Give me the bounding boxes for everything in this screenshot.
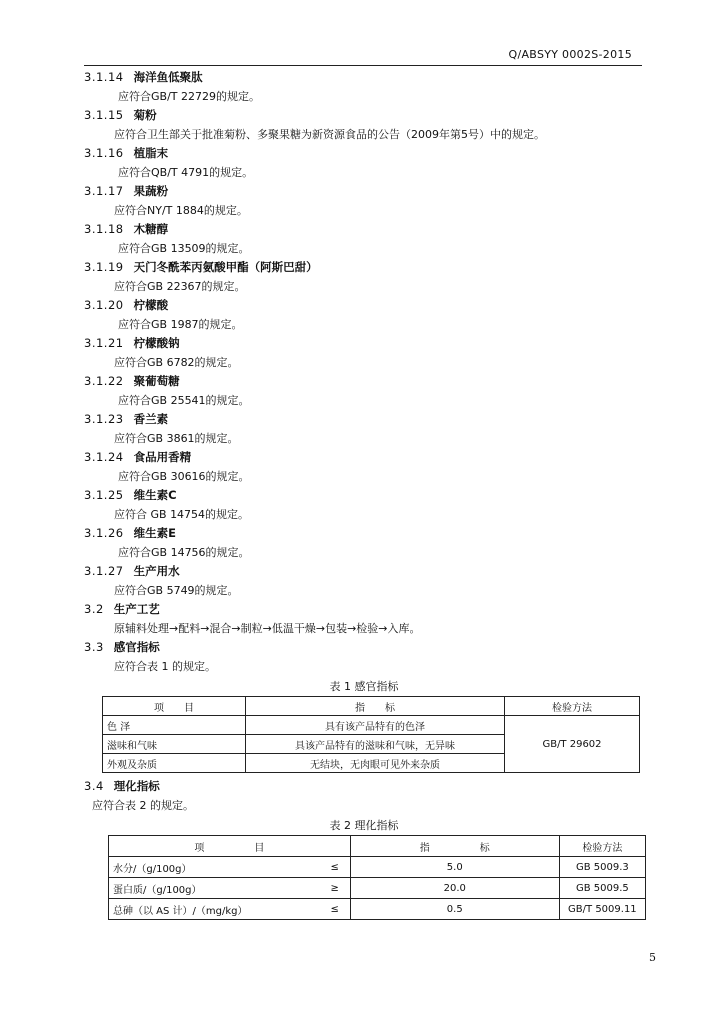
section-number: 3.1.19 bbox=[84, 260, 124, 274]
section-title: 植脂末 bbox=[133, 146, 169, 160]
section-heading bbox=[84, 144, 644, 163]
section-title: 菊粉 bbox=[133, 108, 157, 122]
value-cell: 5.0 bbox=[350, 857, 559, 878]
table-header-row bbox=[109, 836, 646, 857]
section-heading bbox=[84, 524, 644, 543]
method-cell: GB/T 5009.11 bbox=[559, 899, 645, 920]
section-title: 果蔬粉 bbox=[133, 184, 169, 198]
section-heading bbox=[84, 448, 644, 467]
sensory-table bbox=[102, 696, 640, 773]
section-number: 3.1.25 bbox=[84, 488, 124, 502]
requirement-text: 应符合GB 3861的规定。 bbox=[114, 432, 239, 445]
section-number: 3.4 bbox=[84, 779, 104, 793]
section-number: 3.2 bbox=[84, 602, 104, 616]
requirement-text: 应符合GB 14756的规定。 bbox=[118, 546, 250, 559]
header-rule bbox=[84, 65, 642, 66]
section-number: 3.1.15 bbox=[84, 108, 124, 122]
operator-cell: ≥ bbox=[320, 878, 351, 899]
section-number: 3.1.18 bbox=[84, 222, 124, 236]
section-heading bbox=[84, 220, 644, 239]
section-number: 3.1.26 bbox=[84, 526, 124, 540]
item-cell: 蛋白质/（g/100g） bbox=[109, 878, 320, 899]
table-row bbox=[103, 716, 640, 735]
column-header: 项 目 bbox=[109, 836, 351, 857]
section-heading bbox=[84, 106, 644, 125]
section-heading bbox=[84, 486, 644, 505]
section-title: 食品用香精 bbox=[133, 450, 192, 464]
process-flow-text: 原辅料处理→配料→混合→制粒→低温干燥→包装→检验→入库。 bbox=[114, 622, 421, 635]
method-cell: GB 5009.5 bbox=[559, 878, 645, 899]
table-caption: 表 2 理化指标 bbox=[329, 819, 399, 832]
requirement-text: 应符合 GB 14754的规定。 bbox=[114, 508, 250, 521]
section-title: 感官指标 bbox=[113, 640, 160, 654]
section-number: 3.1.20 bbox=[84, 298, 124, 312]
section-title: 柠檬酸钠 bbox=[133, 336, 180, 350]
section-title: 生产工艺 bbox=[113, 602, 160, 616]
requirement-text: 应符合GB 30616的规定。 bbox=[118, 470, 250, 483]
table-row bbox=[109, 899, 646, 920]
section-heading bbox=[84, 182, 644, 201]
physicochemical-table bbox=[108, 835, 646, 920]
section-number: 3.1.22 bbox=[84, 374, 124, 388]
operator-cell: ≤ bbox=[320, 899, 351, 920]
page-number: 5 bbox=[649, 951, 656, 964]
section-number: 3.1.27 bbox=[84, 564, 124, 578]
section-title: 维生素C bbox=[133, 488, 177, 502]
section-heading bbox=[84, 410, 644, 429]
section-heading bbox=[84, 296, 644, 315]
section-title: 木糖醇 bbox=[133, 222, 169, 236]
section-text: 应符合表 2 的规定。 bbox=[92, 799, 194, 812]
section-heading bbox=[84, 372, 644, 391]
spec-cell: 具有该产品特有的色泽 bbox=[246, 716, 505, 735]
table-row bbox=[109, 857, 646, 878]
column-header: 项 目 bbox=[103, 697, 246, 716]
section-title: 柠檬酸 bbox=[133, 298, 169, 312]
table-header-row bbox=[103, 697, 640, 716]
requirement-text: 应符合GB 13509的规定。 bbox=[118, 242, 250, 255]
section-number: 3.1.14 bbox=[84, 70, 124, 84]
section-heading bbox=[84, 258, 644, 277]
requirement-text: 应符合GB 6782的规定。 bbox=[114, 356, 239, 369]
requirement-text: 应符合GB 22367的规定。 bbox=[114, 280, 246, 293]
method-cell: GB/T 29602 bbox=[505, 716, 640, 773]
ingredient-requirements bbox=[84, 68, 644, 600]
section-number: 3.1.21 bbox=[84, 336, 124, 350]
requirement-text: 应符合GB 1987的规定。 bbox=[118, 318, 243, 331]
section-title: 海洋鱼低聚肽 bbox=[133, 70, 203, 84]
column-header: 指 标 bbox=[246, 697, 505, 716]
item-cell: 滋味和气味 bbox=[103, 735, 246, 754]
section-title: 理化指标 bbox=[113, 779, 160, 793]
operator-cell: ≤ bbox=[320, 857, 351, 878]
requirement-text: 应符合GB 25541的规定。 bbox=[118, 394, 250, 407]
section-number: 3.1.16 bbox=[84, 146, 124, 160]
section-number: 3.1.23 bbox=[84, 412, 124, 426]
section-number: 3.1.17 bbox=[84, 184, 124, 198]
item-cell: 总砷（以 AS 计）/（mg/kg） bbox=[109, 899, 320, 920]
section-heading bbox=[84, 777, 644, 796]
table-caption: 表 1 感官指标 bbox=[329, 680, 399, 693]
section-title: 生产用水 bbox=[133, 564, 180, 578]
requirement-text: 应符合GB 5749的规定。 bbox=[114, 584, 239, 597]
section-heading bbox=[84, 562, 644, 581]
section-title: 维生素E bbox=[133, 526, 176, 540]
section-number: 3.1.24 bbox=[84, 450, 124, 464]
column-header: 检验方法 bbox=[505, 697, 640, 716]
method-cell: GB 5009.3 bbox=[559, 857, 645, 878]
requirement-text: 应符合卫生部关于批准菊粉、多聚果糖为新资源食品的公告（2009年第5号）中的规定。 bbox=[114, 128, 545, 141]
column-header: 检验方法 bbox=[559, 836, 645, 857]
table-row bbox=[109, 878, 646, 899]
item-cell: 水分/（g/100g） bbox=[109, 857, 320, 878]
document-body bbox=[84, 68, 644, 920]
spec-cell: 具该产品特有的滋味和气味，无异味 bbox=[246, 735, 505, 754]
value-cell: 20.0 bbox=[350, 878, 559, 899]
value-cell: 0.5 bbox=[350, 899, 559, 920]
column-header: 指 标 bbox=[350, 836, 559, 857]
spec-cell: 无结块，无肉眼可见外来杂质 bbox=[246, 754, 505, 773]
section-heading bbox=[84, 600, 644, 619]
section-heading bbox=[84, 638, 644, 657]
section-heading bbox=[84, 68, 644, 87]
section-number: 3.3 bbox=[84, 640, 104, 654]
section-text: 应符合表 1 的规定。 bbox=[114, 660, 216, 673]
requirement-text: 应符合GB/T 22729的规定。 bbox=[118, 90, 260, 103]
item-cell: 外观及杂质 bbox=[103, 754, 246, 773]
requirement-text: 应符合NY/T 1884的规定。 bbox=[114, 204, 248, 217]
item-cell: 色 泽 bbox=[103, 716, 246, 735]
section-title: 聚葡萄糖 bbox=[133, 374, 180, 388]
requirement-text: 应符合QB/T 4791的规定。 bbox=[118, 166, 254, 179]
document-code: Q/ABSYY 0002S-2015 bbox=[508, 48, 632, 61]
section-title: 天门冬酰苯丙氨酸甲酯（阿斯巴甜） bbox=[133, 260, 318, 274]
section-heading bbox=[84, 334, 644, 353]
section-title: 香兰素 bbox=[133, 412, 169, 426]
